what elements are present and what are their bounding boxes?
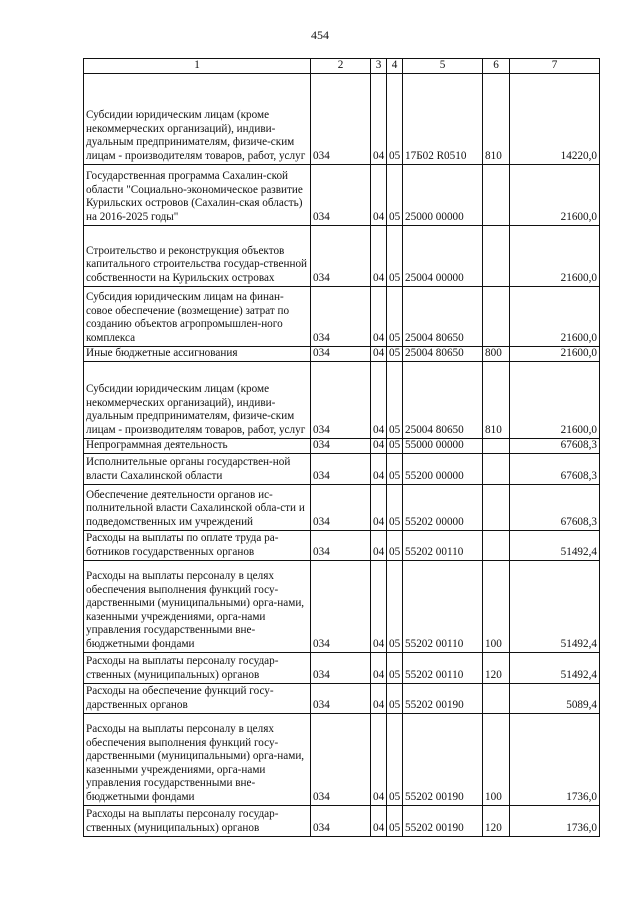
table-row (84, 73, 600, 164)
row-name: Расходы на выплаты персоналу государ-ственных (муниципальных) органов (84, 652, 311, 683)
cell-expense-type: 120 (483, 805, 510, 836)
table-row (84, 361, 600, 438)
header-row (84, 59, 600, 74)
cell-target-article: 25004 00000 (403, 225, 483, 286)
cell-amount: 1736,0 (510, 805, 600, 836)
cell-target-article: 55202 00110 (403, 652, 483, 683)
cell-subsection: 05 (387, 683, 403, 713)
cell-target-article: 55202 00190 (403, 683, 483, 713)
table-row (84, 560, 600, 652)
cell-amount: 51492,4 (510, 652, 600, 683)
row-name: Исполнительные органы государствен-ной власти Сахалинской области (84, 453, 311, 484)
cell-section: 04 (371, 164, 387, 225)
cell-ministry-code: 034 (311, 361, 371, 438)
cell-subsection: 05 (387, 560, 403, 652)
cell-expense-type: 120 (483, 652, 510, 683)
cell-section: 04 (371, 683, 387, 713)
table-row (84, 164, 600, 225)
table-row (84, 683, 600, 713)
cell-amount: 67608,3 (510, 438, 600, 453)
cell-target-article: 25004 80650 (403, 361, 483, 438)
row-name: Субсидии юридическим лицам (кроме некоммерческих организаций), индиви-дуальным предпринимателям, физиче-ским лицам - производителям товаров, работ, услуг (84, 361, 311, 438)
cell-section: 04 (371, 805, 387, 836)
table-row (84, 530, 600, 560)
cell-ministry-code: 034 (311, 484, 371, 530)
cell-amount: 21600,0 (510, 361, 600, 438)
cell-section: 04 (371, 225, 387, 286)
cell-ministry-code: 034 (311, 73, 371, 164)
cell-target-article: 25004 80650 (403, 346, 483, 361)
cell-target-article: 25000 00000 (403, 164, 483, 225)
cell-subsection: 05 (387, 225, 403, 286)
row-name: Строительство и реконструкция объектов капитального строительства государ-ственной собственности на Курильских островах (84, 225, 311, 286)
row-name: Расходы на выплаты по оплате труда ра-ботников государственных органов (84, 530, 311, 560)
cell-amount: 67608,3 (510, 453, 600, 484)
cell-subsection: 05 (387, 361, 403, 438)
cell-subsection: 05 (387, 713, 403, 805)
cell-section: 04 (371, 286, 387, 346)
table-row (84, 805, 600, 836)
cell-amount: 51492,4 (510, 560, 600, 652)
cell-expense-type: 800 (483, 346, 510, 361)
cell-ministry-code: 034 (311, 438, 371, 453)
cell-target-article: 25004 80650 (403, 286, 483, 346)
cell-ministry-code: 034 (311, 164, 371, 225)
cell-ministry-code: 034 (311, 683, 371, 713)
cell-target-article: 55202 00000 (403, 484, 483, 530)
cell-expense-type (483, 438, 510, 453)
cell-expense-type: 100 (483, 713, 510, 805)
cell-target-article: 55000 00000 (403, 438, 483, 453)
cell-ministry-code: 034 (311, 805, 371, 836)
row-name: Расходы на обеспечение функций госу-дарственных органов (84, 683, 311, 713)
cell-section: 04 (371, 652, 387, 683)
cell-ministry-code: 034 (311, 560, 371, 652)
cell-ministry-code: 034 (311, 225, 371, 286)
row-name: Субсидия юридическим лицам на финан-совое обеспечение (возмещение) затрат по созданию объектов агропромышлен-ного комплекса (84, 286, 311, 346)
cell-subsection: 05 (387, 346, 403, 361)
table-row (84, 438, 600, 453)
table-row (84, 652, 600, 683)
cell-ministry-code: 034 (311, 453, 371, 484)
cell-expense-type: 810 (483, 361, 510, 438)
cell-expense-type (483, 530, 510, 560)
column-header: 2 (311, 59, 371, 74)
cell-subsection: 05 (387, 484, 403, 530)
cell-expense-type (483, 683, 510, 713)
column-header: 1 (84, 59, 311, 74)
cell-section: 04 (371, 484, 387, 530)
row-name: Государственная программа Сахалин-ской области "Социально-экономическое развитие Курильских островов (Сахалин-ская область) на 2016-2025 годы" (84, 164, 311, 225)
cell-expense-type (483, 286, 510, 346)
cell-section: 04 (371, 438, 387, 453)
cell-ministry-code: 034 (311, 286, 371, 346)
cell-amount: 21600,0 (510, 225, 600, 286)
cell-ministry-code: 034 (311, 346, 371, 361)
column-header: 5 (403, 59, 483, 74)
cell-section: 04 (371, 713, 387, 805)
cell-subsection: 05 (387, 530, 403, 560)
cell-amount: 67608,3 (510, 484, 600, 530)
cell-section: 04 (371, 361, 387, 438)
cell-section: 04 (371, 560, 387, 652)
table-row (84, 484, 600, 530)
cell-subsection: 05 (387, 438, 403, 453)
cell-amount: 21600,0 (510, 286, 600, 346)
cell-subsection: 05 (387, 652, 403, 683)
cell-subsection: 05 (387, 73, 403, 164)
row-name: Расходы на выплаты персоналу в целях обеспечения выполнения функций госу-дарственными (муниципальными) орга-нами, казенными учреждениями, орга-нами управления государственными вне-бюджетными фондами (84, 713, 311, 805)
cell-expense-type: 810 (483, 73, 510, 164)
cell-ministry-code: 034 (311, 652, 371, 683)
cell-subsection: 05 (387, 453, 403, 484)
cell-amount: 5089,4 (510, 683, 600, 713)
cell-target-article: 55202 00190 (403, 805, 483, 836)
budget-table (83, 58, 600, 837)
cell-amount: 21600,0 (510, 346, 600, 361)
cell-amount: 51492,4 (510, 530, 600, 560)
table-row (84, 346, 600, 361)
table-row (84, 453, 600, 484)
cell-amount: 21600,0 (510, 164, 600, 225)
row-name: Иные бюджетные ассигнования (84, 346, 311, 361)
column-header: 4 (387, 59, 403, 74)
row-name: Обеспечение деятельности органов ис-полнительной власти Сахалинской обла-сти и подведомственных им учреждений (84, 484, 311, 530)
row-name: Расходы на выплаты персоналу государ-ственных (муниципальных) органов (84, 805, 311, 836)
cell-target-article: 17Б02 R0510 (403, 73, 483, 164)
cell-expense-type (483, 225, 510, 286)
column-header: 7 (510, 59, 600, 74)
cell-section: 04 (371, 346, 387, 361)
column-header: 6 (483, 59, 510, 74)
cell-target-article: 55202 00110 (403, 530, 483, 560)
cell-amount: 1736,0 (510, 713, 600, 805)
cell-ministry-code: 034 (311, 713, 371, 805)
cell-target-article: 55200 00000 (403, 453, 483, 484)
cell-subsection: 05 (387, 286, 403, 346)
cell-expense-type: 100 (483, 560, 510, 652)
cell-target-article: 55202 00110 (403, 560, 483, 652)
cell-subsection: 05 (387, 164, 403, 225)
cell-expense-type (483, 453, 510, 484)
table-row (84, 713, 600, 805)
cell-ministry-code: 034 (311, 530, 371, 560)
cell-expense-type (483, 484, 510, 530)
cell-section: 04 (371, 453, 387, 484)
cell-target-article: 55202 00190 (403, 713, 483, 805)
cell-section: 04 (371, 73, 387, 164)
column-header: 3 (371, 59, 387, 74)
row-name: Субсидии юридическим лицам (кроме некоммерческих организаций), индиви-дуальным предпринимателям, физиче-ским лицам - производителям товаров, работ, услуг (84, 73, 311, 164)
page-number: 454 (311, 28, 329, 42)
row-name: Непрограммная деятельность (84, 438, 311, 453)
row-name: Расходы на выплаты персоналу в целях обеспечения выполнения функций госу-дарственными (муниципальными) орга-нами, казенными учреждениями, орга-нами управления государственными вне-бюджетными фондами (84, 560, 311, 652)
cell-amount: 14220,0 (510, 73, 600, 164)
cell-expense-type (483, 164, 510, 225)
cell-section: 04 (371, 530, 387, 560)
table-row (84, 286, 600, 346)
table-row (84, 225, 600, 286)
cell-subsection: 05 (387, 805, 403, 836)
